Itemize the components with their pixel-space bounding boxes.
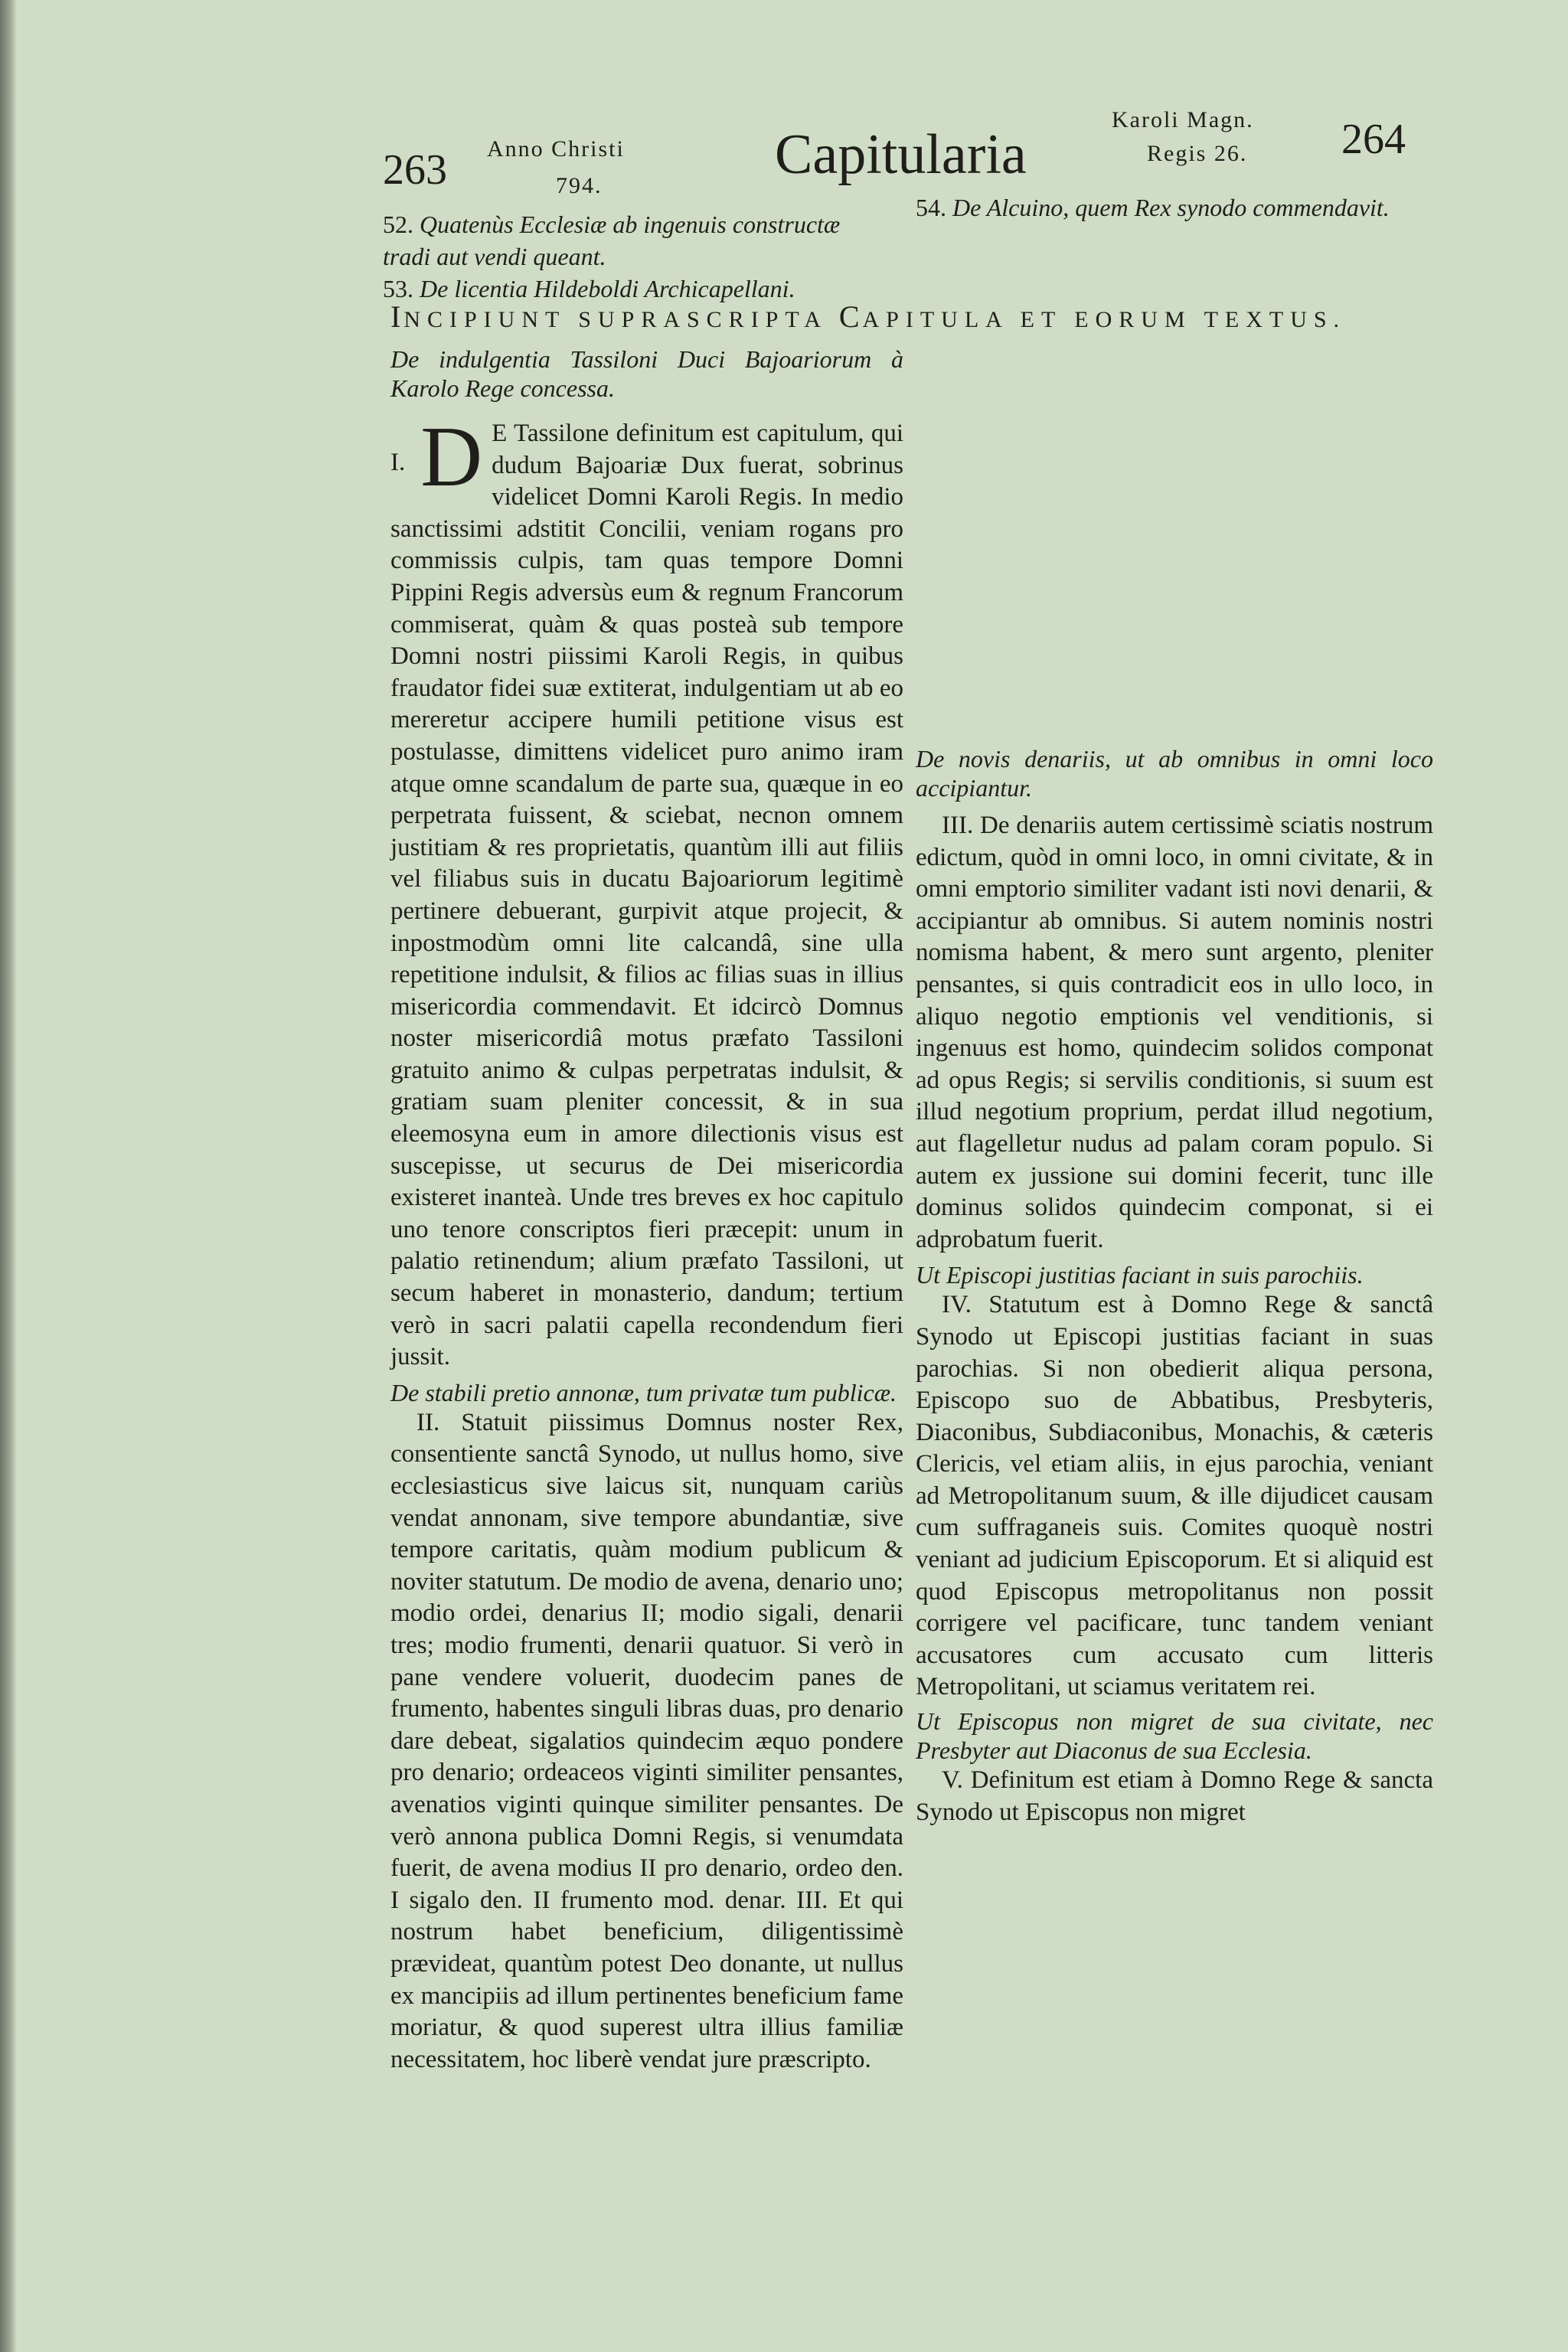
contents-text: Quatenùs Ecclesiæ ab ingenuis constructæ tradi aut vendi queant. [383, 211, 841, 270]
karoli-magni-label: Karoli Magn. [1112, 107, 1254, 132]
regis-year-label: Regis 26. [1147, 141, 1248, 166]
section-heading-1: De indulgentia Tassiloni Duci Bajoariorum à Karolo Rege concessa. [390, 345, 903, 402]
contents-number: 52. [383, 211, 413, 238]
text-column-left [390, 345, 903, 2272]
incipit-heading [390, 299, 1409, 335]
section-number-1: I. [390, 449, 406, 476]
section-heading-3: De novis denariis, ut ab omnibus in omni loco accipiantur. [916, 745, 1433, 802]
contents-number: 53. [383, 275, 413, 302]
anno-year: 794. [556, 173, 603, 198]
page-number-right: 264 [1341, 116, 1406, 163]
section-heading-2: De stabili pretio annonæ, tum privatæ tum publicæ. [390, 1378, 897, 1406]
incipit-text: NCIPIUNT SUPRASCRIPTA [403, 307, 839, 332]
section-heading-5: Ut Episcopus non migret de sua civitate, nec Presbyter aut Diaconus de sua Ecclesia. [916, 1707, 1433, 1765]
incipit-initial-2: C [838, 299, 863, 334]
incipit-initial: I [390, 299, 404, 334]
drop-cap: D [420, 410, 483, 505]
contents-item-54 [916, 191, 1436, 224]
anno-christi-label: Anno Christi [487, 136, 625, 162]
section-text-2-continued [916, 346, 1433, 744]
page-title: Capitularia [775, 123, 1027, 186]
section-text-4: IV. Statutum est à Domno Rege & sanctâ Synodo ut Episcopi justitias faciant in suas parochias. Si non obedierit aliqua persona, Episcopo suo de Abbatibus, Presbyteris, Diaconibus, Subdiaconibus, Monachis, & cæteris Clericis, vel etiam aliis, in ejus parochia, veniant ad Metropolitanum suum, & ille dijudicet causam cum suffraganeis suis. Comites quoquè nostri veniant ad judicium Episcoporum. Et si aliquid est quod Episcopus metropolitanus non possit corrigere vel pacificare, tunc tandem veniant accusatores cum accusato cum litteris Metropolitani, ut sciamus veritatem rei. [916, 1291, 1433, 1701]
section-text-1: E Tassilone definitum est capitulum, qui dudum Bajoariæ Dux fuerat, sobrinus videlicet Domni Karoli Regis. In medio sanctissimi adstitit Concilii, veniam rogans pro commissis culpis, tam quas tempore Domni Pippini Regis adversùs eum & regnum Francorum commiserat, quàm & quas posteà sub tempore Domni nostri piissimi Karoli Regis, in quibus fraudator fidei suæ extiterat, indulgentiam ut ab eo mereretur accipere humili petitione visus est postulasse, dimittens videlicet puro animo iram atque omne scandalum de parte sua, quæque in eo perpetrata fuissent, & sciebat, necnon omnem justitiam & res proprietatis, quantùm illi aut filiis vel filiabus suis in ducatu Bajoariorum legitimè pertinere debuerant, gurpivit atque projecit, & inpostmodùm omni lite calcandâ, sine ulla repetitione indulsit, & filios ac filias suas in illius misericordia commendavit. Et idcircò Domnus noster misericordiâ motus præfato Tassiloni gratuito animo & culpas perpetratas indulsit, & gratiam suam pleniter concessit, & in sua eleemosyna eum in amore dilectionis visus est suscepisse, ut securus de Dei misericordia existeret inanteà. Unde tres breves ex hoc capitulo uno tenore conscriptos fieri præcepit: unum in palatio retinendum; alium præfato Tassiloni, ut secum haberet in monasterio, dandum; tertium verò in sacri palatii capella recondendum fieri jussit. [390, 420, 903, 1371]
contents-item-52 [383, 208, 873, 273]
section-heading-4: Ut Episcopi justitias faciant in suis parochiis. [916, 1261, 1364, 1289]
text-column-right [916, 346, 1433, 1828]
section-body-1 [390, 410, 903, 1374]
incipit-text-2: APITULA ET EORUM TEXTUS. [862, 307, 1347, 332]
section-text-2: II. Statuit piissimus Domnus noster Rex, consentiente sanctâ Synodo, ut nullus homo, sive ecclesiasticus sive laicus sit, nunquam cariùs vendat annonam, sive tempore abundantiæ, sive tempore caritatis, quàm modium publicum & noviter statutum. De modio de avena, denario uno; modio ordei, denarius II; modio sigali, denarii tres; modio frumenti, denarii quatuor. Si verò in pane vendere voluerit, duodecim panes de frumento, habentes singuli libras duas, pro denario dare debeat, sigalatios quindecim æquo pondere pro denario; ordeaceos viginti similiter pensantes, avenatios viginti quinque similiter pensantes. De verò annona publica Domni Regis, si venumdata fuerit, de avena modius II pro denario, ordeo den. I sigalo den. II frumento mod. denar. III. Et qui nostrum habet beneficium, diligentissimè prævideat, quantùm potest Deo donante, ut nullus ex mancipiis ad illum pertinentes beneficium fame moriatur, & quod superest ultra illius familiæ necessitatem, hoc liberè vendat jure præscripto. [390, 1408, 903, 2073]
contents-text: De licentia Hildeboldi Archicapellani. [420, 275, 795, 302]
section-text-5: V. Definitum est etiam à Domno Rege & sancta Synodo ut Episcopus non migret [916, 1766, 1433, 1826]
section-text-3: III. De denariis autem certissimè sciatis nostrum edictum, quòd in omni loco, in omni civitate, & in omni emptorio similiter vadant isti novi denarii, & accipiantur ab omnibus. Si autem nominis nostri nomisma habent, & mero sunt argento, pleniter pensantes, si quis contradicit eos in ullo loco, in aliquo negotio emptionis vel venditionis, si ingenuus est homo, quindecim solidos componat ad opus Regis; si servilis conditionis, si suum est illud negotium proprium, perdat illud negotium, aut flagelletur nudus ad palam coram populo. Si autem ex jussione sui domini fecerit, tunc ille dominus solidos quindecim componat, si ei adprobatum fuerit. [916, 812, 1433, 1253]
contents-number: 54. [916, 194, 946, 221]
page-number-left: 263 [383, 146, 447, 194]
contents-text: De Alcuino, quem Rex synodo commendavit. [952, 194, 1390, 221]
